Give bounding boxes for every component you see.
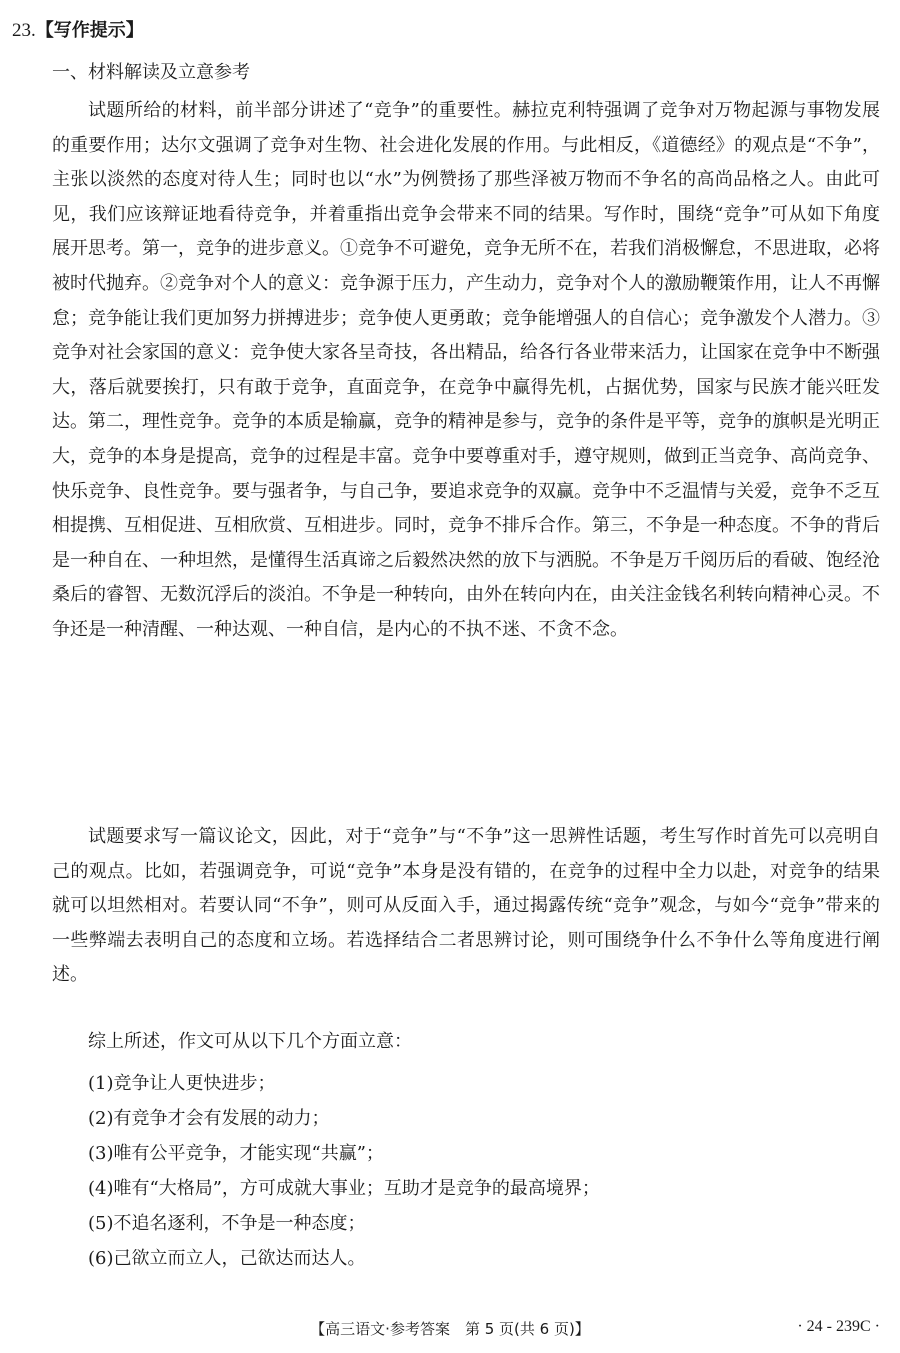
idea-item: (4)唯有“大格局”，方可成就大事业；互助才是竞争的最高境界；	[88, 1178, 600, 1199]
summary-paragraph: 综上所述，作文可从以下几个方面立意：	[88, 1031, 412, 1052]
question-header	[12, 16, 144, 45]
idea-item: (5)不追名逐利，不争是一种态度；	[88, 1213, 366, 1234]
footer-page-info: 【高三语文·参考答案 第 5 页(共 6 页)】	[310, 1320, 590, 1338]
page-footer	[0, 1314, 900, 1342]
material-analysis-paragraph: 试题所给的材料，前半部分讲述了“竞争”的重要性。赫拉克利特强调了竞争对万物起源与事物发展的重要作用；达尔文强调了竞争对生物、社会进化发展的作用。与此相反，《道德经》的观点是“不争”，主张以淡然的态度对待人生；同时也以“水”为例赞扬了那些泽被万物而不争名的高尚品格之人。由此可见，我们应该辩证地看待竞争，并着重指出竞争会带来不同的结果。写作时，围绕“竞争”可从如下角度展开思考。第一，竞争的进步意义。①竞争不可避免，竞争无所不在，若我们消极懈怠，不思进取，必将被时代抛弃。②竞争对个人的意义：竞争源于压力，产生动力，竞争对个人的激励鞭策作用，让人不再懈怠；竞争能让我们更加努力拼搏进步；竞争使人更勇敢；竞争能增强人的自信心；竞争激发个人潜力。③竞争对社会家国的意义：竞争使大家各呈奇技，各出精品，给各行各业带来活力，让国家在竞争中不断强大，落后就要挨打，只有敢于竞争，直面竞争，在竞争中赢得先机，占据优势，国家与民族才能兴旺发达。第二，理性竞争。竞争的本质是输赢，竞争的精神是参与，竞争的条件是平等，竞争的旗帜是光明正大，竞争的本身是提高，竞争的过程是丰富。竞争中要尊重对手，遵守规则，做到正当竞争、高尚竞争、快乐竞争、良性竞争。要与强者争，与自己争，要追求竞争的双赢。竞争中不乏温情与关爱，竞争不乏互相提携、互相促进、互相欣赏、互相进步。同时，竞争不排斥合作。第三，不争是一种态度。不争的背后是一种自在、一种坦然，是懂得生活真谛之后毅然决然的放下与洒脱。不争是万千阅历后的看破、饱经沧桑后的睿智、无数沉浮后的淡泊。不争是一种转向，由外在转向内在，由关注金钱名利转向精神心灵。不争还是一种清醒、一种达观、一种自信，是内心的不执不迷、不贪不念。	[52, 100, 880, 640]
idea-item: (3)唯有公平竞争，才能实现“共赢”；	[88, 1143, 384, 1164]
footer-exam-code: · 24 - 239C ·	[797, 1318, 880, 1335]
question-number: 23.	[12, 20, 36, 41]
idea-item: (1)竞争让人更快进步；	[88, 1073, 276, 1094]
writing-tips-heading: 【写作提示】	[35, 20, 144, 41]
writing-requirement-paragraph: 试题要求写一篇议论文，因此，对于“竞争”与“不争”这一思辨性话题，考生写作时首先可以亮明自己的观点。比如，若强调竞争，可说“竞争”本身是没有错的，在竞争的过程中全力以赴，对竞争的结果就可以坦然相对。若要认同“不争”，则可从反面入手，通过揭露传统“竞争”观念，与如今“竞争”带来的一些弊端去表明自己的态度和立场。若选择结合二者思辨讨论，则可围绕争什么不争什么等角度进行阐述。	[52, 826, 880, 986]
idea-item: (2)有竞争才会有发展的动力；	[88, 1108, 330, 1129]
section-title: 一、材料解读及立意参考	[52, 62, 250, 83]
idea-list	[88, 1066, 600, 1276]
idea-item: (6)己欲立而立人，己欲达而达人。	[88, 1248, 366, 1269]
